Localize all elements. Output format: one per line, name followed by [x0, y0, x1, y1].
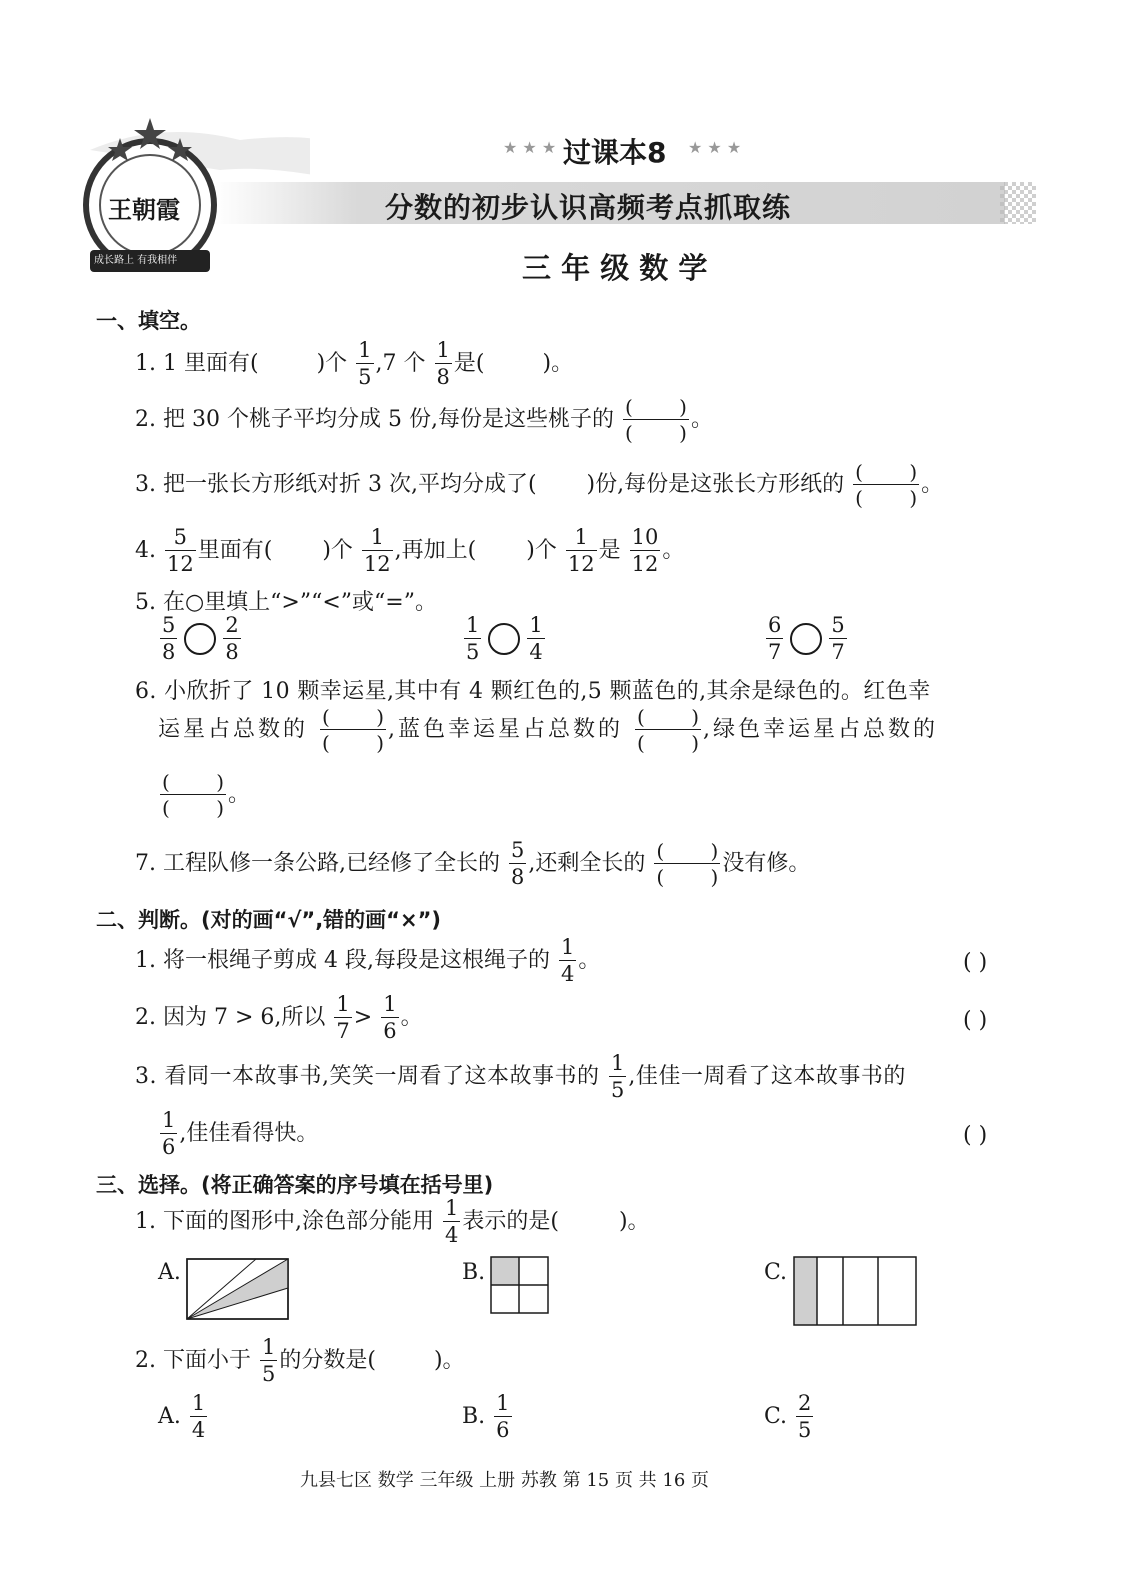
option-b-figure[interactable]	[490, 1256, 552, 1316]
compare-b: $\frac{1}{5}$ $\frac{1}{4}$	[466, 613, 543, 664]
judge-answer-2[interactable]: ( )	[963, 1008, 988, 1033]
fill-q6-line2: 运星占总数的 ( ) ( ) ,蓝色幸运星占总数的 ( ) ( ) ,绿色幸运星占总数的	[158, 705, 939, 755]
compare-c: $\frac{6}{7}$ $\frac{5}{7}$	[768, 613, 845, 664]
compare-a: $\frac{5}{8}$ $\frac{2}{8}$	[162, 613, 239, 664]
fill-q6-line3: ( ) ( ) 。	[162, 770, 251, 820]
blank-fraction: ( ) ( )	[855, 460, 918, 510]
option-c-label: C.	[764, 1260, 788, 1285]
fill-q2: 2. 把 30 个桃子平均分成 5 份,每份是这些桃子的 ( ) ( ) 。	[135, 395, 713, 445]
judge-q1: 1. 将一根绳子剪成 4 段,每段是这根绳子的 $\frac{1}{4}$ 。	[135, 935, 601, 986]
series-label: 过课本8	[563, 136, 667, 169]
fill-q5: 5. 在○里填上“>”“<”或“=”。	[135, 590, 437, 615]
option-a-figure[interactable]	[186, 1258, 290, 1322]
banner-pattern	[1000, 182, 1036, 224]
stars-left: ★ ★ ★	[503, 138, 557, 157]
judge-answer-3[interactable]: ( )	[963, 1123, 988, 1148]
option-b-label: B.	[462, 1260, 486, 1285]
choose-q2: 2. 下面小于 $\frac{1}{5}$ 的分数是( )。	[135, 1335, 465, 1386]
fill-q6-line1: 6. 小欣折了 10 颗幸运星,其中有 4 颗红色的,5 颗蓝色的,其余是绿色的。红色幸	[135, 679, 931, 704]
logo-banner: 成长路上 有我相伴	[94, 255, 178, 266]
choose-q1: 1. 下面的图形中,涂色部分能用 $\frac{1}{4}$ 表示的是( )。	[135, 1196, 650, 1247]
compare-circle[interactable]	[488, 623, 520, 655]
fill-q4: 4. $\frac{5}{12}$ 里面有( )个 $\frac{1}{12}$ ,再加上( )个 $\frac{1}{12}$ 是 $\frac{10}{12}$ 。	[135, 525, 685, 576]
page-title: 分数的初步认识高频考点抓取练	[385, 191, 792, 224]
page-footer: 九县七区 数学 三年级 上册 苏教 第 15 页 共 16 页	[300, 1470, 710, 1491]
option-c-value[interactable]: C. $\frac{2}{5}$	[764, 1391, 812, 1442]
judge-q2: 2. 因为 7 > 6,所以 $\frac{1}{7}$ > $\frac{1}{6}$ 。	[135, 992, 423, 1043]
judge-q3-line1: 3. 看同一本故事书,笑笑一周看了这本故事书的 $\frac{1}{5}$ ,佳佳一周看了这本故事书的	[135, 1051, 906, 1102]
fill-q1: 1. 1 里面有( )个 $\frac{1}{5}$ ,7 个 $\frac{1}{8}$ 是( )。	[135, 338, 574, 389]
fill-q3: 3. 把一张长方形纸对折 3 次,平均分成了( )份,每份是这张长方形纸的 ( ) ( ) 。	[135, 460, 944, 510]
section-choose-heading: 三、选择。(将正确答案的序号填在括号里)	[96, 1173, 494, 1197]
compare-circle[interactable]	[184, 623, 216, 655]
option-a-value[interactable]: A. $\frac{1}{4}$	[158, 1391, 206, 1442]
option-c-figure[interactable]	[793, 1256, 919, 1328]
page-subtitle: 三 年 级 数 学	[522, 251, 708, 285]
blank-fraction: ( ) ( )	[624, 395, 687, 445]
section-judge-heading: 二、判断。(对的画“√”,错的画“×”)	[96, 908, 441, 932]
option-b-value[interactable]: B. $\frac{1}{6}$	[462, 1391, 510, 1442]
fill-q7: 7. 工程队修一条公路,已经修了全长的 $\frac{5}{8}$ ,还剩全长的 ( ) ( ) 没有修。	[135, 838, 811, 889]
compare-circle[interactable]	[790, 623, 822, 655]
logo-text: 王朝霞	[108, 195, 180, 224]
judge-answer-1[interactable]: ( )	[963, 950, 988, 975]
option-a-label: A.	[158, 1260, 181, 1285]
judge-q3-line2: $\frac{1}{6}$ ,佳佳看得快。	[162, 1108, 319, 1159]
stars-right: ★ ★ ★	[688, 138, 742, 157]
section-fill-heading: 一、填空。	[96, 309, 201, 333]
